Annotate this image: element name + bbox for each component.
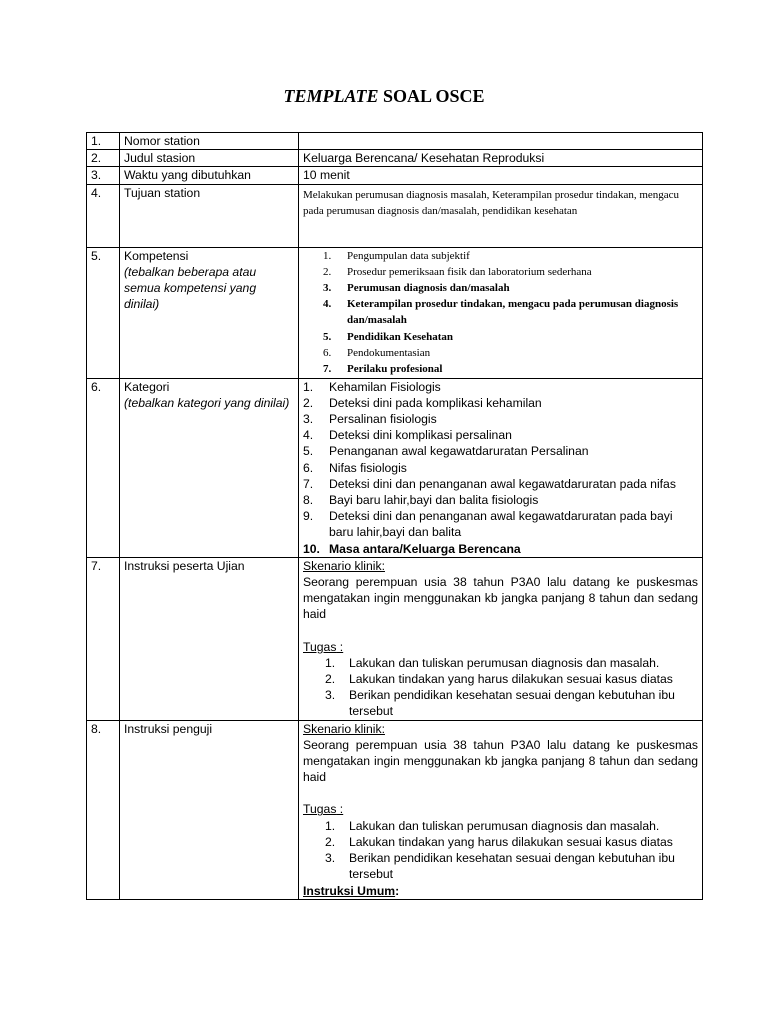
list-item: 3. Berikan pendidikan kesehatan sesuai dengan kebutuhan ibu tersebut — [325, 851, 675, 882]
competency-list — [303, 248, 698, 378]
list-item: 1. Pengumpulan data subjektif — [323, 249, 470, 262]
row-number: 7. — [87, 557, 120, 720]
tasks-heading: Tugas : — [303, 802, 344, 817]
scenario-text: Seorang perempuan usia 38 tahun P3A0 lalu datang ke puskesmas mengatakan ingin menggunakan kb jangka panjang 8 tahun dan sedang haid — [303, 737, 698, 785]
row-label-note: (tebalkan kategori yang dinilai) — [124, 395, 290, 410]
scenario-heading: Skenario klinik: — [303, 558, 385, 573]
list-item: 3. Perumusan diagnosis dan/masalah — [323, 282, 510, 295]
list-item: 7. Deteksi dini dan penanganan awal kegawatdaruratan pada nifas — [303, 476, 676, 491]
title-rest: SOAL OSCE — [378, 86, 485, 106]
table-row — [87, 720, 703, 899]
row-label: Nomor station — [120, 133, 299, 150]
list-item: 5. Penanganan awal kegawatdaruratan Persalinan — [303, 444, 589, 459]
task-list — [303, 818, 698, 883]
category-list — [303, 379, 698, 557]
row-value: 10 menit — [299, 167, 703, 184]
task-list — [303, 655, 698, 720]
list-item: 5. Pendidikan Kesehatan — [323, 330, 454, 343]
table-row — [87, 133, 703, 150]
table-row — [87, 167, 703, 184]
list-item: 2. Lakukan tindakan yang harus dilakukan sesuai kasus diatas — [325, 834, 673, 849]
row-number: 3. — [87, 167, 120, 184]
table-row — [87, 150, 703, 167]
table-row — [87, 557, 703, 720]
title-italic: TEMPLATE — [283, 86, 379, 106]
table-row — [87, 184, 703, 247]
row-value: Keluarga Berencana/ Kesehatan Reproduksi — [299, 150, 703, 167]
scenario-heading: Skenario klinik: — [303, 721, 385, 736]
row-label-text: Kategori — [124, 379, 170, 394]
list-item: 6. Pendokumentasian — [323, 346, 431, 359]
row-value — [299, 133, 703, 150]
row-label: Instruksi penguji — [120, 720, 299, 899]
row-value — [299, 720, 703, 899]
list-item: 1. Kehamilan Fisiologis — [303, 379, 441, 394]
list-item: 4. Deteksi dini komplikasi persalinan — [303, 428, 512, 443]
row-label: Instruksi peserta Ujian — [120, 557, 299, 720]
row-label-note: (tebalkan beberapa atau semua kompetensi yang dinilai) — [124, 264, 257, 312]
row-value — [299, 557, 703, 720]
list-item: 1. Lakukan dan tuliskan perumusan diagnosis dan masalah. — [325, 655, 660, 670]
row-label: Tujuan station — [120, 184, 299, 247]
row-number: 1. — [87, 133, 120, 150]
list-item: 8. Bayi baru lahir,bayi dan balita fisiologis — [303, 493, 539, 508]
table-row — [87, 247, 703, 378]
document-title — [0, 86, 768, 107]
row-label-text: Kompetensi — [124, 248, 189, 263]
row-label — [120, 247, 299, 378]
list-item: 10. Masa antara/Keluarga Berencana — [303, 541, 521, 556]
objective-text: Melakukan perumusan diagnosis masalah, Keterampilan prosedur tindakan, mengacu pada perumusan diagnosis dan/masalah, pendidikan kesehatan — [303, 188, 680, 217]
list-item: 4. Keterampilan prosedur tindakan, mengacu pada perumusan diagnosis dan/masalah — [323, 298, 679, 327]
row-number: 8. — [87, 720, 120, 899]
general-instructions-heading: Instruksi Umum: — [303, 883, 400, 898]
list-item: 2. Prosedur pemeriksaan fisik dan laboratorium sederhana — [323, 265, 592, 278]
row-value — [299, 184, 703, 247]
list-item: 2. Deteksi dini pada komplikasi kehamilan — [303, 395, 542, 410]
scenario-text: Seorang perempuan usia 38 tahun P3A0 lalu datang ke puskesmas mengatakan ingin menggunakan kb jangka panjang 8 tahun dan sedang haid — [303, 575, 698, 622]
tasks-heading: Tugas : — [303, 639, 344, 654]
list-item: 9. Deteksi dini dan penanganan awal kegawatdaruratan pada bayi baru lahir,bayi dan balita — [303, 509, 673, 540]
list-item: 3. Persalinan fisiologis — [303, 412, 437, 427]
row-number: 4. — [87, 184, 120, 247]
list-item: 3. Berikan pendidikan kesehatan sesuai dengan kebutuhan ibu tersebut — [325, 688, 675, 719]
row-label — [120, 378, 299, 557]
row-number: 6. — [87, 378, 120, 557]
list-item: 2. Lakukan tindakan yang harus dilakukan sesuai kasus diatas — [325, 672, 673, 687]
osce-table — [86, 132, 703, 900]
list-item: 7. Perilaku profesional — [323, 363, 443, 376]
row-number: 5. — [87, 247, 120, 378]
list-item: 1. Lakukan dan tuliskan perumusan diagnosis dan masalah. — [325, 818, 660, 833]
row-value — [299, 247, 703, 378]
table-row — [87, 378, 703, 557]
row-label: Judul stasion — [120, 150, 299, 167]
row-number: 2. — [87, 150, 120, 167]
row-value — [299, 378, 703, 557]
list-item: 6. Nifas fisiologis — [303, 460, 407, 475]
row-label: Waktu yang dibutuhkan — [120, 167, 299, 184]
